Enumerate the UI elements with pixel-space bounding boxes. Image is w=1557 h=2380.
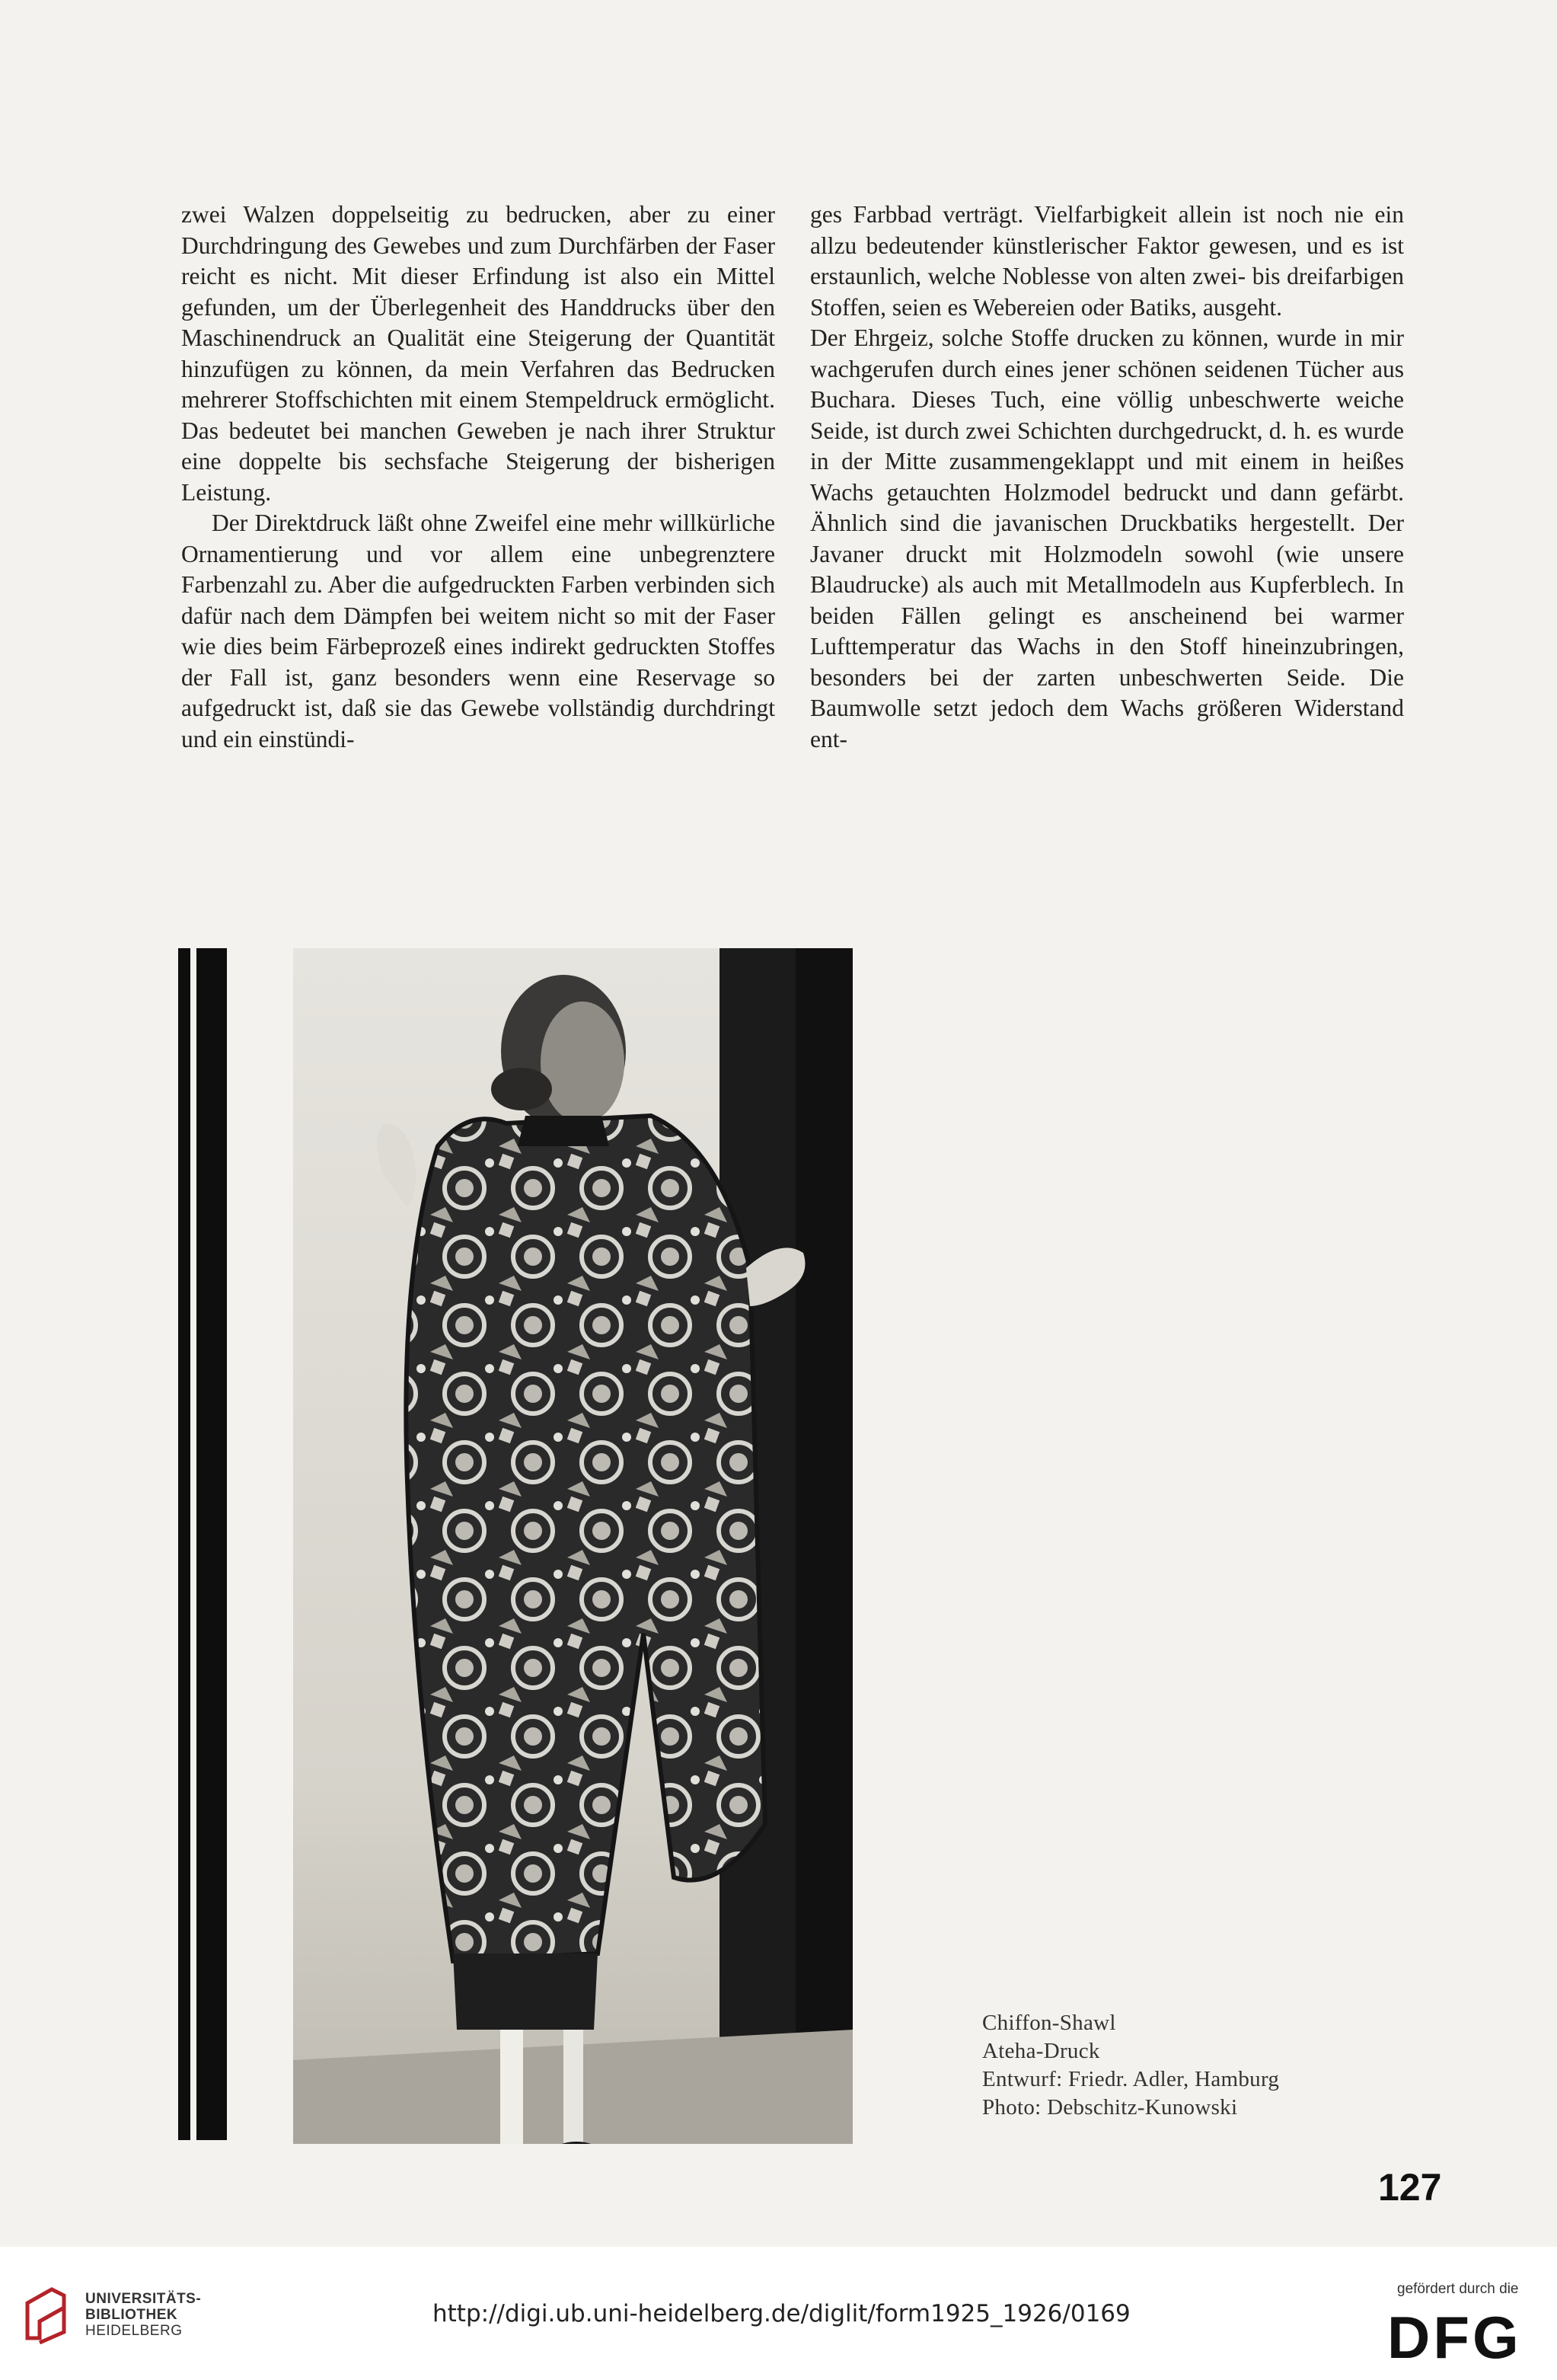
source-url-link[interactable]: http://digi.ub.uni-heidelberg.de/diglit/form1925_1926/0169 bbox=[432, 2300, 1131, 2327]
photo-caption bbox=[982, 2009, 1279, 2122]
library-logo-icon bbox=[23, 2285, 69, 2344]
paragraph: ges Farbbad verträgt. Vielfarbigkeit allein ist noch nie ein allzu bedeutender künstlerischer Faktor gewesen, und es ist erstaunlich, welche Noblesse von alten zwei- bis dreifarbigen Stoffen, seien es Webereien oder Batiks, ausgeht. bbox=[810, 201, 1404, 321]
funded-by-label: gefördert durch die bbox=[1397, 2281, 1519, 2297]
library-line-1: UNIVERSITÄTS- bbox=[85, 2291, 202, 2307]
paragraph: Der Direktdruck läßt ohne Zweifel eine mehr willkürliche Ornamentierung und vor allem eine unbegrenztere Farbenzahl zu. Aber die aufgedruckten Farben verbinden sich dafür nach dem Dämpfen bei weitem nicht so mit der Faser wie dies beim Färbeprozeß eines indirekt gedruckten Stoffes der Fall ist, ganz besonders wenn eine Reservage so aufgedruckt ist, daß sie das Gewebe vollständig durchdringt und ein einstündi- bbox=[181, 510, 775, 752]
caption-technique: Ateha-Druck bbox=[982, 2039, 1100, 2063]
caption-design: Entwurf: Friedr. Adler, Hamburg bbox=[982, 2067, 1280, 2091]
text-column-right bbox=[810, 200, 1404, 755]
library-line-3: HEIDELBERG bbox=[85, 2323, 183, 2339]
page-number: 127 bbox=[1378, 2166, 1442, 2209]
shawl-photograph-graphic bbox=[293, 948, 853, 2144]
dfg-logo: DFG bbox=[1387, 2304, 1522, 2371]
library-name bbox=[85, 2291, 201, 2339]
paragraph: zwei Walzen doppelseitig zu bedrucken, aber zu einer Durchdringung des Gewebes und zum Durchfärben der Faser reicht es nicht. Mit dieser Erfindung ist also ein Mittel gefunden, um der Überlegenheit des Handdrucks über den Maschinendruck an Qualität eine Steigerung der Quantität hinzufügen zu können, da mein Verfahren das Bedrucken mehrerer Stoffschichten mit einem Stempeldruck ermöglicht. Das bedeutet bei manchen Geweben je nach ihrer Struktur eine doppelte bis sechsfache Steigerung der bisherigen Leistung. bbox=[181, 201, 775, 506]
decorative-bar-thick bbox=[196, 948, 227, 2140]
text-column-left bbox=[181, 200, 775, 755]
caption-photo-credit: Photo: Debschitz-Kunowski bbox=[982, 2095, 1238, 2120]
library-line-2: BIBLIOTHEK bbox=[85, 2307, 178, 2323]
decorative-bar-thin bbox=[178, 948, 190, 2140]
shawl-photograph bbox=[293, 948, 853, 2144]
caption-title: Chiffon-Shawl bbox=[982, 2011, 1116, 2035]
paragraph: Der Ehrgeiz, solche Stoffe drucken zu können, wurde in mir wachgerufen durch eines jener schönen seidenen Tücher aus Buchara. Dieses Tuch, eine völlig unbeschwerte weiche Seide, ist durch zwei Schichten durchgedruckt, d. h. es wurde in der Mitte zusammengeklappt und mit einem in heißes Wachs getauchten Holzmodel bedruckt und dann gefärbt. Ähnlich sind die javanischen Druckbatiks hergestellt. Der Javaner druckt mit Holzmodeln sowohl (wie unsere Blaudrucke) als auch mit Metallmodeln aus Kupferblech. In beiden Fällen gelingt es anscheinend bei warmer Lufttemperatur das Wachs in den Stoff hineinzubringen, besonders bei der zarten unbeschwerten Seide. Die Baumwolle setzt jedoch dem Wachs größeren Widerstand ent- bbox=[810, 324, 1404, 752]
